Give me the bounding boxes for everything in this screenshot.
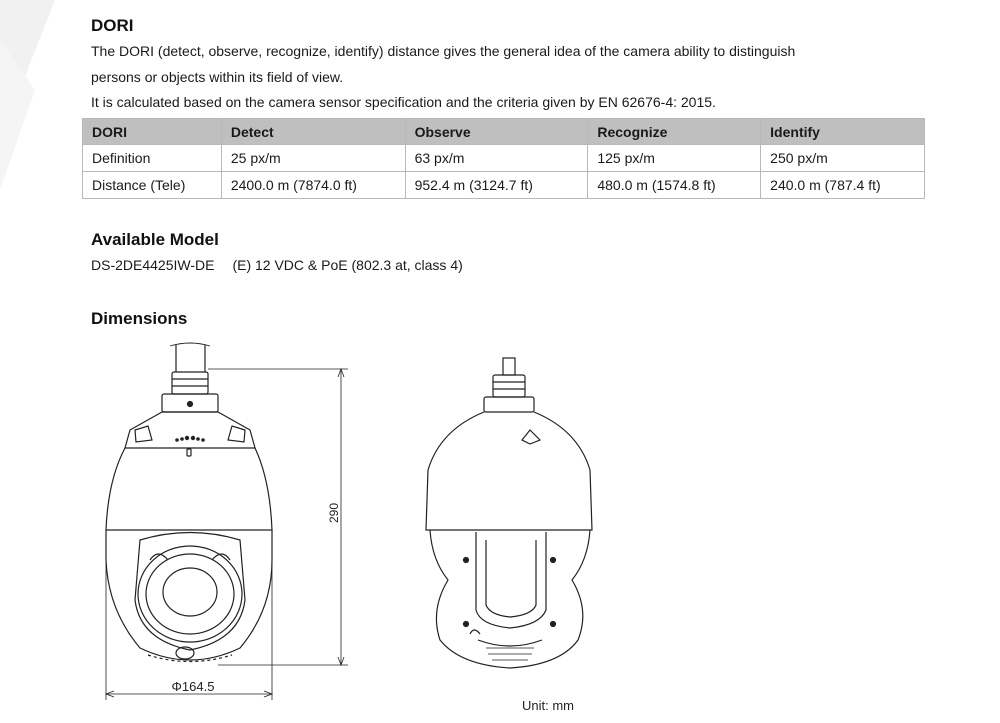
table-cell: 952.4 m (3124.7 ft) (405, 172, 588, 199)
table-cell: 63 px/m (405, 145, 588, 172)
dori-table-header-row (83, 119, 925, 145)
header-identify: Identify (761, 119, 925, 145)
dimensions-section (91, 307, 187, 331)
model-line (91, 254, 463, 276)
table-row (83, 145, 925, 172)
watermark-shape (0, 0, 90, 190)
dori-table (82, 118, 925, 199)
table-cell: Definition (83, 145, 222, 172)
available-model-section (91, 228, 463, 276)
table-cell: 2400.0 m (7874.0 ft) (221, 172, 405, 199)
dori-section (91, 14, 925, 114)
table-cell: 250 px/m (761, 145, 925, 172)
table-cell: 240.0 m (787.4 ft) (761, 172, 925, 199)
header-dori: DORI (83, 119, 222, 145)
header-observe: Observe (405, 119, 588, 145)
table-cell: 125 px/m (588, 145, 761, 172)
table-cell: 480.0 m (1574.8 ft) (588, 172, 761, 199)
dori-heading: DORI (91, 16, 134, 35)
header-recognize: Recognize (588, 119, 761, 145)
dori-line-3: It is calculated based on the camera sensor specification and the criteria given by EN 62676-4: 2015. (91, 94, 716, 110)
available-model-heading: Available Model (91, 230, 219, 249)
table-cell: 25 px/m (221, 145, 405, 172)
dimension-drawing (0, 335, 1000, 723)
height-dimension-label: 290 (327, 502, 341, 524)
dimensions-heading: Dimensions (91, 309, 188, 328)
side-view-camera (426, 358, 592, 668)
table-row (83, 172, 925, 199)
dori-line-1: The DORI (detect, observe, recognize, identify) distance gives the general idea of the camera ability to distinguish (91, 43, 796, 59)
header-detect: Detect (221, 119, 405, 145)
model-number: DS-2DE4425IW-DE (91, 257, 215, 273)
table-cell: Distance (Tele) (83, 172, 222, 199)
diameter-dimension-label: Φ164.5 (171, 679, 215, 694)
model-power: (E) 12 VDC & PoE (802.3 at, class 4) (232, 257, 463, 273)
dori-line-2: persons or objects within its field of view. (91, 69, 344, 85)
unit-label: Unit: mm (522, 698, 574, 713)
front-view-camera (106, 343, 348, 700)
